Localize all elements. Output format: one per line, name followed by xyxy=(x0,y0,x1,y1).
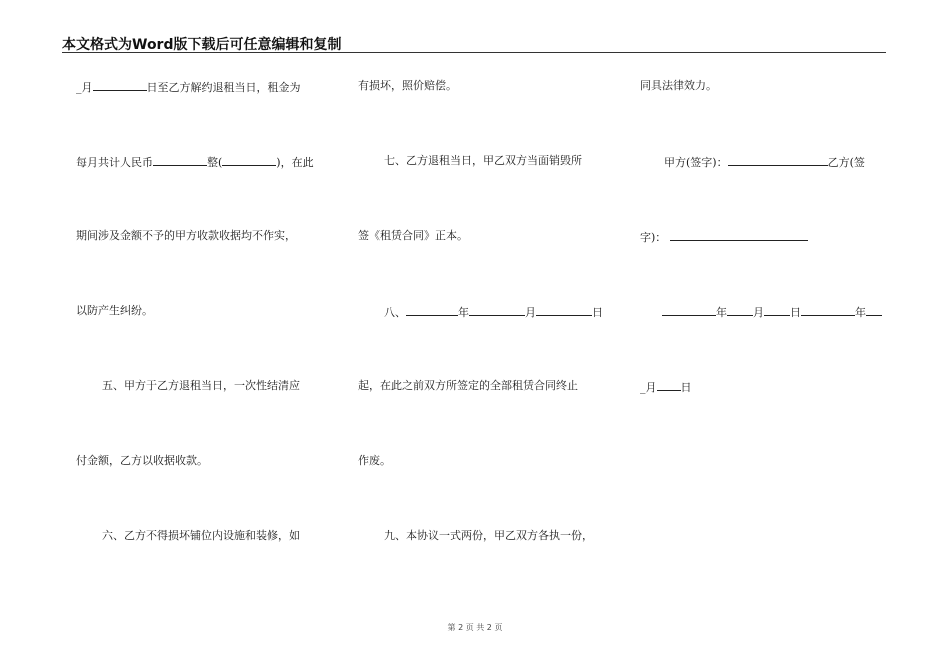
date-line xyxy=(662,305,882,319)
fill-blank xyxy=(727,305,753,316)
header-title: 本文格式为Word版下载后可任意编辑和复制 xyxy=(62,37,342,53)
line-text: _月 xyxy=(76,81,93,94)
document-header xyxy=(62,34,886,52)
line-text: _月 xyxy=(640,381,657,394)
fill-blank xyxy=(764,305,790,316)
paragraph-line: 作废。 xyxy=(358,454,391,467)
paragraph-line: 签《租赁合同》正本。 xyxy=(358,229,468,242)
date-line xyxy=(640,380,692,394)
line-text: 日至乙方解约退租当日，租金为 xyxy=(146,81,301,94)
line-text: 日 xyxy=(790,306,801,319)
paragraph-line: 有损坏，照价赔偿。 xyxy=(358,79,457,92)
line-text: 日 xyxy=(592,306,603,319)
line-text: 甲方(签字)： xyxy=(664,156,728,169)
paragraph-line: 七、乙方退租当日，甲乙双方当面销毁所 xyxy=(384,154,582,167)
signature-line-party-a xyxy=(664,155,865,169)
fill-blank xyxy=(406,305,458,316)
paragraph-line xyxy=(76,155,314,169)
paragraph-line: 以防产生纠纷。 xyxy=(76,304,153,317)
paragraph-line xyxy=(76,80,301,94)
paragraph-line: 起，在此之前双方所签定的全部租赁合同终止 xyxy=(358,379,578,392)
line-text: 年 xyxy=(458,306,469,319)
line-text: 每月共计人民币 xyxy=(76,156,153,169)
paragraph-line: 五、甲方于乙方退租当日，一次性结清应 xyxy=(102,379,300,392)
paragraph-line xyxy=(384,305,603,319)
line-text: 乙方(签 xyxy=(827,156,865,169)
paragraph-line: 六、乙方不得损坏铺位内设施和装修，如 xyxy=(102,529,300,542)
fill-blank xyxy=(662,305,716,316)
fill-blank xyxy=(728,155,828,166)
line-text: 日 xyxy=(680,381,692,394)
line-text: 月 xyxy=(753,306,764,319)
fill-blank xyxy=(93,80,147,91)
fill-blank xyxy=(153,155,207,166)
paragraph-line: 期间涉及金额不予的甲方收款收据均不作实， xyxy=(76,229,296,242)
header-divider xyxy=(62,52,886,53)
fill-blank xyxy=(222,155,276,166)
paragraph-line: 付金额，乙方以收据收款。 xyxy=(76,454,208,467)
line-text: )，在此 xyxy=(276,156,314,169)
line-text: 月 xyxy=(525,306,536,319)
line-text: 整( xyxy=(207,156,223,169)
line-text: 八、 xyxy=(384,306,406,319)
line-text: 年 xyxy=(855,306,866,319)
fill-blank xyxy=(536,305,592,316)
page-number: 第 2 页 共 2 页 xyxy=(447,623,503,632)
paragraph-line: 九、本协议一式两份，甲乙双方各执一份， xyxy=(384,529,593,542)
fill-blank xyxy=(469,305,525,316)
signature-line-party-b xyxy=(640,230,808,244)
fill-blank xyxy=(801,305,855,316)
paragraph-line: 同具法律效力。 xyxy=(640,79,717,92)
line-text: 年 xyxy=(716,306,727,319)
fill-blank xyxy=(866,305,882,316)
fill-blank xyxy=(670,230,808,241)
line-text: 字)： xyxy=(640,231,667,244)
fill-blank xyxy=(657,380,681,391)
